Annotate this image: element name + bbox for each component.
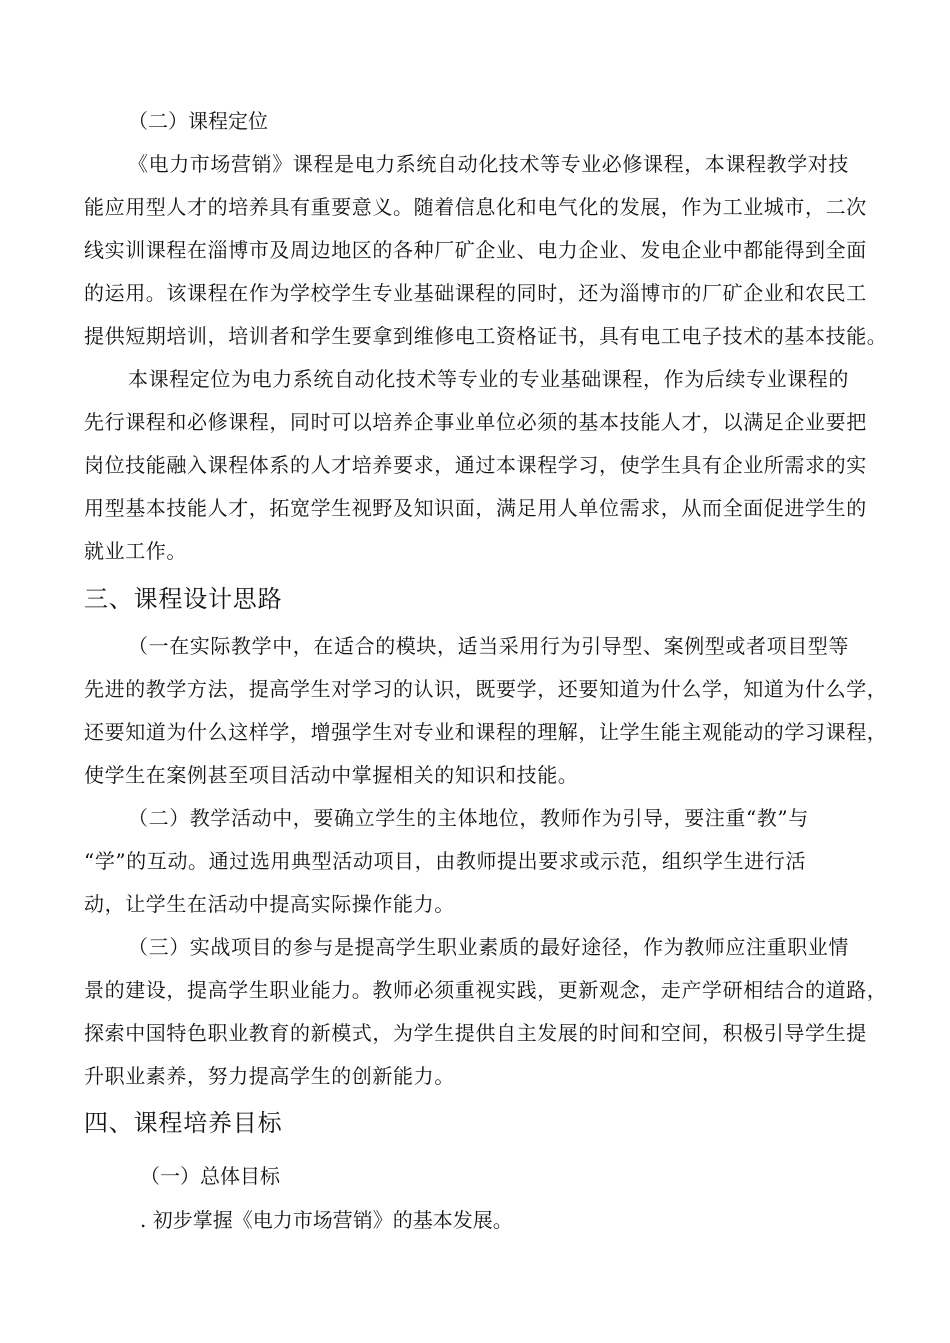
paragraph-line: 先行课程和必修课程，同时可以培养企事业单位必须的基本技能人才，以满足企业要把 [84, 410, 867, 434]
paragraph-line: 使学生在案例甚至项目活动中掌握相关的知识和技能。 [84, 763, 579, 787]
subsection-title-course-positioning: （二）课程定位 [128, 109, 268, 133]
section-heading-course-design: 三、课程设计思路 [84, 585, 283, 613]
paragraph-line: （三）实战项目的参与是提高学生职业素质的最好途径，作为教师应注重职业情 [128, 935, 849, 959]
paragraph-line: （一在实际教学中，在适合的模块，适当采用行为引导型、案例型或者项目型等 [128, 634, 849, 658]
paragraph-line: “学”的互动。通过选用典型活动项目，由教师提出要求或示范，组织学生进行活 [84, 849, 807, 873]
paragraph-line: 景的建设，提高学生职业能力。教师必须重视实践，更新观念，走产学研相结合的道路， [84, 978, 888, 1002]
paragraph-line: 本课程定位为电力系统自动化技术等专业的专业基础课程，作为后续专业课程的 [128, 367, 849, 391]
paragraph-line: 还要知道为什么这样学，增强学生对专业和课程的理解，让学生能主观能动的学习课程， [84, 720, 888, 744]
paragraph-line: 岗位技能融入课程体系的人才培养要求，通过本课程学习，使学生具有企业所需求的实 [84, 453, 867, 477]
paragraph-line: 动，让学生在活动中提高实际操作能力。 [84, 892, 455, 916]
paragraph-line: 提供短期培训，培训者和学生要拿到维修电工资格证书，具有电工电子技术的基本技能。 [84, 324, 888, 348]
paragraph-line: 用型基本技能人才，拓宽学生视野及知识面，满足用人单位需求，从而全面促进学生的 [84, 496, 867, 520]
objective-list-item: . 初步掌握《电力市场营销》的基本发展。 [140, 1208, 513, 1232]
subsection-title-overall-objectives: （一）总体目标 [140, 1164, 280, 1188]
paragraph-line: 先进的教学方法，提高学生对学习的认识，既要学，还要知道为什么学，知道为什么学， [84, 677, 888, 701]
paragraph-line: 就业工作。 [84, 539, 187, 563]
paragraph-line: （二）教学活动中，要确立学生的主体地位，教师作为引导，要注重“教”与 [128, 806, 809, 830]
paragraph-line: 能应用型人才的培养具有重要意义。随着信息化和电气化的发展，作为工业城市，二次 [84, 195, 867, 219]
paragraph-line: 的运用。该课程在作为学校学生专业基础课程的同时，还为淄博市的厂矿企业和农民工 [84, 281, 867, 305]
section-heading-course-objectives: 四、课程培养目标 [84, 1109, 283, 1137]
paragraph-line: 线实训课程在淄博市及周边地区的各种厂矿企业、电力企业、发电企业中都能得到全面 [84, 238, 867, 262]
paragraph-line: 探索中国特色职业教育的新模式，为学生提供自主发展的时间和空间，积极引导学生提 [84, 1021, 867, 1045]
paragraph-line: 升职业素养，努力提高学生的创新能力。 [84, 1064, 455, 1088]
paragraph-line: 《电力市场营销》课程是电力系统自动化技术等专业必修课程，本课程教学对技 [128, 152, 849, 176]
